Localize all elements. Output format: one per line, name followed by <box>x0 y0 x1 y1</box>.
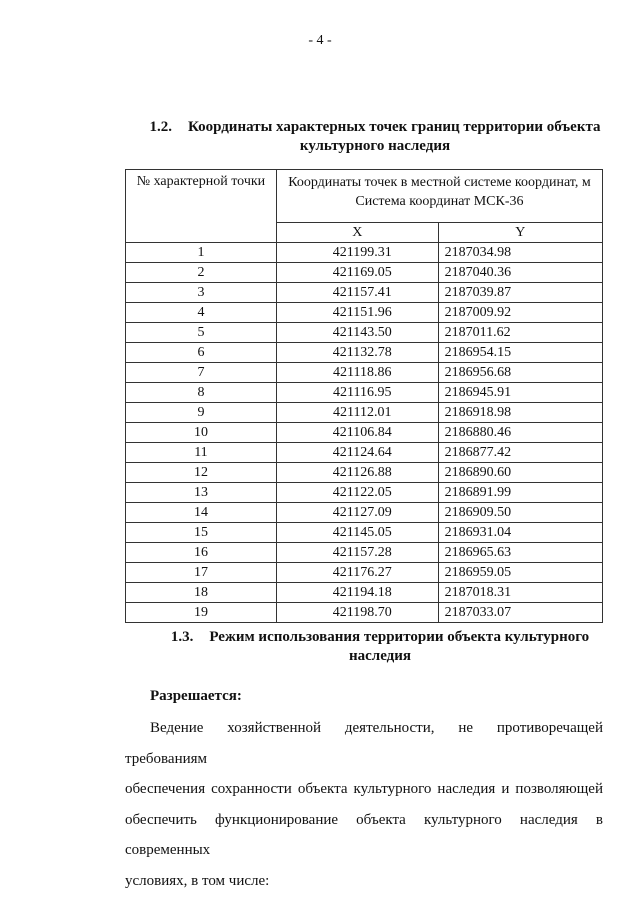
cell-y: 2187033.07 <box>438 603 602 623</box>
table-row <box>126 303 603 323</box>
cell-y: 2187018.31 <box>438 583 602 603</box>
cell-y: 2186954.15 <box>438 343 602 363</box>
table-row <box>126 423 603 443</box>
cell-point-number: 2 <box>126 263 277 283</box>
paragraph <box>125 713 603 896</box>
table-row <box>126 583 603 603</box>
header-y: Y <box>438 223 602 243</box>
header-point-number: № характерной точки <box>126 170 277 243</box>
table-row <box>126 603 603 623</box>
header-coordinates <box>276 170 602 223</box>
cell-x: 421124.64 <box>276 443 438 463</box>
cell-point-number: 1 <box>126 243 277 263</box>
table-header-row <box>126 170 603 223</box>
cell-x: 421127.09 <box>276 503 438 523</box>
table-row <box>126 323 603 343</box>
section-heading-1-3-line1 <box>150 628 610 647</box>
paragraph-line: условиях, в том числе: <box>125 872 270 889</box>
section-heading-1-2-line1 <box>140 118 610 137</box>
section-heading-1-3 <box>150 628 610 666</box>
table-body <box>126 243 603 623</box>
cell-x: 421116.95 <box>276 383 438 403</box>
cell-x: 421151.96 <box>276 303 438 323</box>
cell-y: 2186931.04 <box>438 523 602 543</box>
cell-x: 421126.88 <box>276 463 438 483</box>
section-number-1-3: 1.3. <box>170 629 194 645</box>
cell-x: 421143.50 <box>276 323 438 343</box>
cell-y: 2186909.50 <box>438 503 602 523</box>
table-row <box>126 383 603 403</box>
section-title-1-2: Координаты характерных точек границ территории объекта <box>187 119 601 135</box>
cell-point-number: 19 <box>126 603 277 623</box>
cell-x: 421176.27 <box>276 563 438 583</box>
section-heading-1-2 <box>140 118 610 156</box>
section-number-1-2: 1.2. <box>149 119 172 135</box>
cell-y: 2186877.42 <box>438 443 602 463</box>
header-coordinates-line2: Система координат МСК-36 <box>355 194 524 209</box>
allowed-label: Разрешается: <box>150 688 242 704</box>
cell-point-number: 7 <box>126 363 277 383</box>
section-title-1-2-line2: культурного наследия <box>299 138 451 154</box>
cell-point-number: 4 <box>126 303 277 323</box>
table-row <box>126 263 603 283</box>
cell-y: 2186918.98 <box>438 403 602 423</box>
cell-x: 421132.78 <box>276 343 438 363</box>
paragraph-line: обеспечения сохранности объекта культурного наследия и позволяющей <box>125 781 603 797</box>
paragraph-line: Ведение хозяйственной деятельности, не противоречащей требованиям <box>125 720 603 767</box>
cell-point-number: 5 <box>126 323 277 343</box>
cell-point-number: 13 <box>126 483 277 503</box>
cell-y: 2187009.92 <box>438 303 602 323</box>
cell-y: 2186965.63 <box>438 543 602 563</box>
cell-x: 421157.41 <box>276 283 438 303</box>
cell-y: 2187040.36 <box>438 263 602 283</box>
cell-x: 421199.31 <box>276 243 438 263</box>
cell-point-number: 8 <box>126 383 277 403</box>
table-row <box>126 463 603 483</box>
table-row <box>126 543 603 563</box>
cell-y: 2187011.62 <box>438 323 602 343</box>
cell-point-number: 14 <box>126 503 277 523</box>
cell-point-number: 6 <box>126 343 277 363</box>
paragraph-line: обеспечить функционирование объекта культурного наследия в современных <box>125 811 603 858</box>
cell-point-number: 17 <box>126 563 277 583</box>
cell-y: 2186956.68 <box>438 363 602 383</box>
coordinates-table <box>125 169 603 623</box>
table-row <box>126 443 603 463</box>
section-title-1-3-line2: наследия <box>348 648 412 664</box>
cell-y: 2187034.98 <box>438 243 602 263</box>
table-row <box>126 503 603 523</box>
header-x: X <box>276 223 438 243</box>
cell-x: 421169.05 <box>276 263 438 283</box>
cell-x: 421145.05 <box>276 523 438 543</box>
cell-y: 2186959.05 <box>438 563 602 583</box>
cell-x: 421157.28 <box>276 543 438 563</box>
cell-point-number: 11 <box>126 443 277 463</box>
cell-y: 2186945.91 <box>438 383 602 403</box>
page-number: - 4 - <box>308 33 332 48</box>
cell-y: 2186880.46 <box>438 423 602 443</box>
cell-point-number: 9 <box>126 403 277 423</box>
table-row <box>126 283 603 303</box>
cell-x: 421194.18 <box>276 583 438 603</box>
cell-point-number: 15 <box>126 523 277 543</box>
cell-point-number: 16 <box>126 543 277 563</box>
table-row <box>126 523 603 543</box>
cell-x: 421118.86 <box>276 363 438 383</box>
cell-x: 421106.84 <box>276 423 438 443</box>
table-row <box>126 363 603 383</box>
table-row <box>126 483 603 503</box>
table-row <box>126 243 603 263</box>
cell-y: 2187039.87 <box>438 283 602 303</box>
cell-point-number: 3 <box>126 283 277 303</box>
cell-point-number: 12 <box>126 463 277 483</box>
section-title-1-3: Режим использования территории объекта культурного <box>209 629 590 645</box>
cell-y: 2186891.99 <box>438 483 602 503</box>
table-row <box>126 563 603 583</box>
header-coordinates-line1: Координаты точек в местной системе координат, м <box>288 175 591 190</box>
table-row <box>126 343 603 363</box>
cell-x: 421198.70 <box>276 603 438 623</box>
table-row <box>126 403 603 423</box>
cell-point-number: 18 <box>126 583 277 603</box>
cell-x: 421122.05 <box>276 483 438 503</box>
cell-x: 421112.01 <box>276 403 438 423</box>
cell-y: 2186890.60 <box>438 463 602 483</box>
cell-point-number: 10 <box>126 423 277 443</box>
